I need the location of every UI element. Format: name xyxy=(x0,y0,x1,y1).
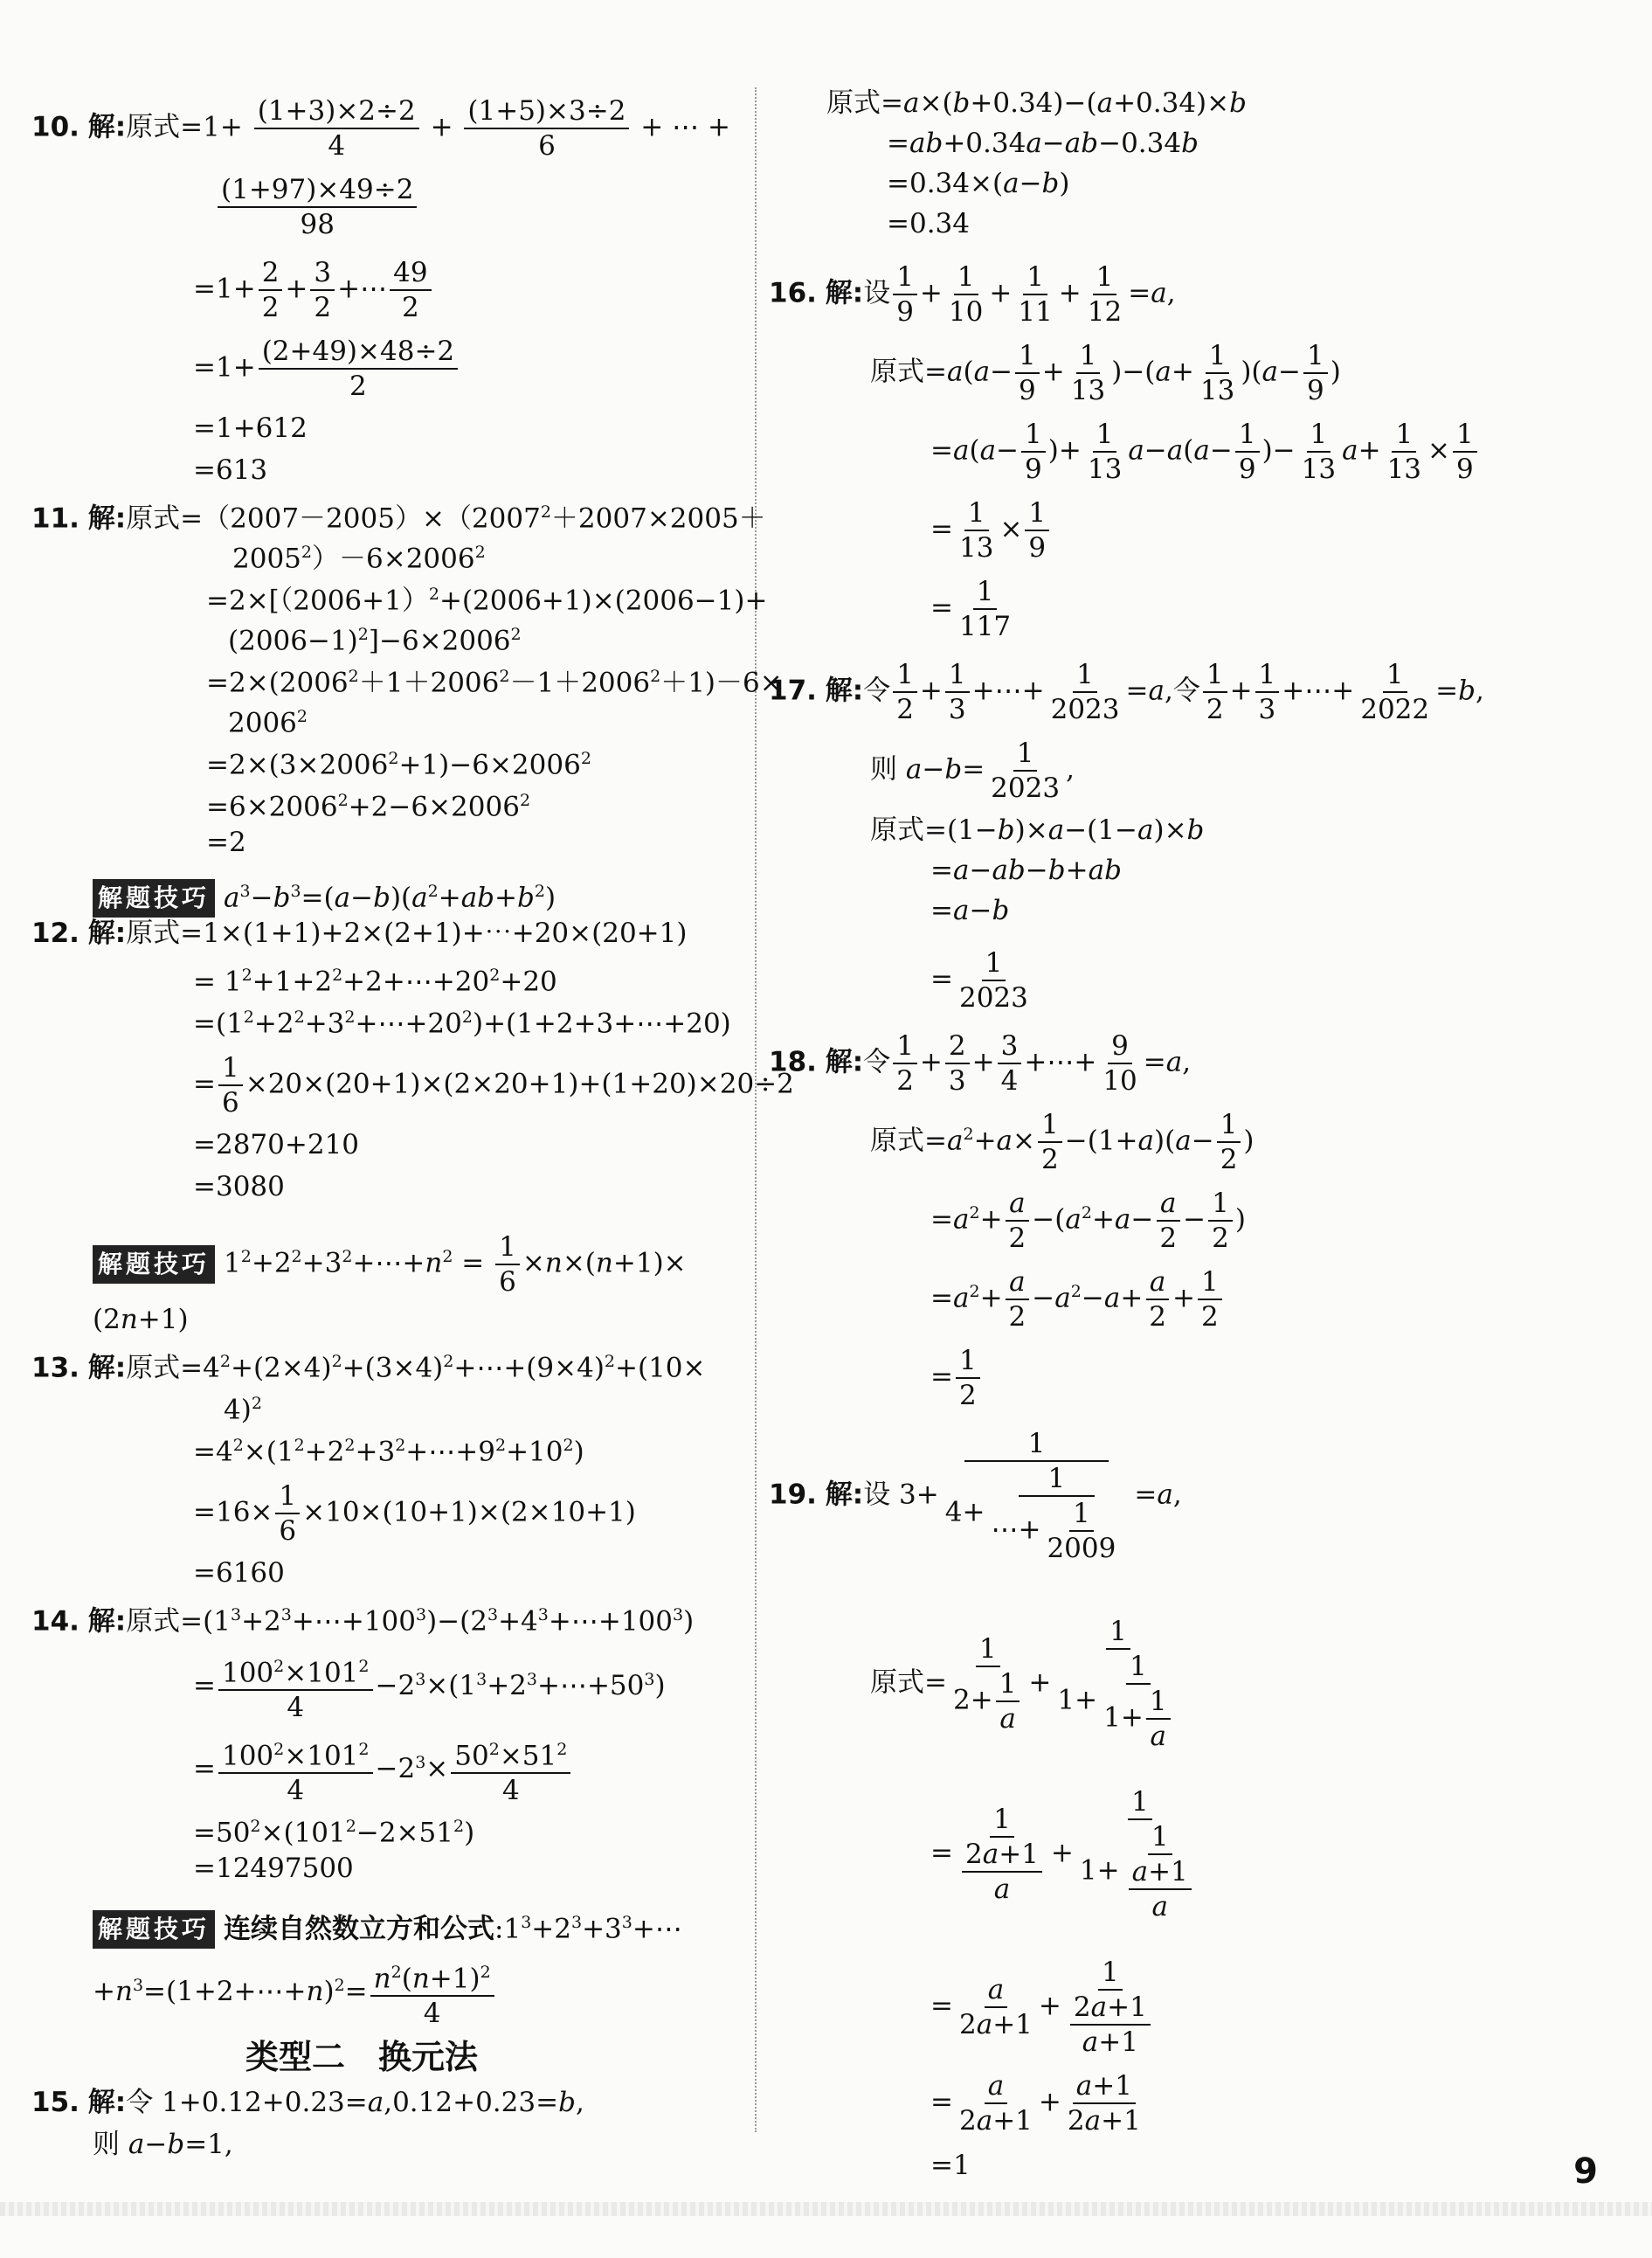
fraction: $\frac{(1+3)\times 2\div 2}{4}$ xyxy=(254,94,419,163)
problem-19-line-2: 原式= 1 2+ $\frac{1}{a}$ + 1 1+ 1 1+ $\frac{1}{a}$ xyxy=(870,1615,1185,1753)
problem-17-line-2: 则 a−b= $\frac{1}{2023}$ , xyxy=(870,738,1075,804)
problem-16-line-3: =a(a− $\frac{1}{9}$ )+ $\frac{1}{13}$ a−a(a− $\frac{1}{9}$ )− $\frac{1}{13}$ a+ $\frac{1}{13}$ × $\frac{1}{9}$ xyxy=(930,418,1480,486)
problem-19-line-3: = $\frac{1}{\frac{2a+1}{a}}$ + 1 1+ $\frac{1}{\frac{a+1}{a}}$ xyxy=(930,1785,1206,1923)
problem-13-line-5: =6160 xyxy=(193,1557,285,1589)
fraction: $\frac{(1+5)\times 3\div 2}{6}$ xyxy=(464,94,629,163)
problem-number: 18. xyxy=(769,1046,817,1078)
solution-label: 解: xyxy=(825,1046,864,1078)
problem-11-line-1: 11. 解:原式$=(2007-2005)\times(2007^2+2007\times 2005+$ xyxy=(31,502,766,535)
problem-19-line-5: = $\frac{a}{2a+1}$ + $\frac{a+1}{2a+1}$ xyxy=(930,2070,1141,2137)
problem-17-line-6: = $\frac{1}{2023}$ xyxy=(930,947,1028,1014)
problem-17-line-1: 17. 解:令 $\frac{1}{2}$ + $\frac{1}{3}$ +⋯+ $\frac{1}{2023}$ =a,令 $\frac{1}{2}$ + $\frac{1}{3}$ +⋯+ $\frac{1}{2022}$ =b, xyxy=(769,659,1484,725)
problem-19-line-6: =1 xyxy=(930,2150,971,2181)
problem-18-line-3: $=a^2+$ $\frac{a}{2}$ $-(a^2+a-$ $\frac{a}{2}$ − $\frac{1}{2}$ ) xyxy=(930,1188,1246,1254)
problem-number: 15. xyxy=(31,2087,79,2118)
problem-11-line-6: 2006$^2$ xyxy=(228,707,308,739)
problem-17-line-3: 原式=(1−b)×a−(1−a)×b xyxy=(870,814,1205,846)
problem-17-line-5: =a−b xyxy=(930,895,1010,926)
problem-16-line-1: 16. 解:设 $\frac{1}{9}$ + $\frac{1}{10}$ + $\frac{1}{11}$ + $\frac{1}{12}$ =a, xyxy=(769,261,1176,328)
problem-18-line-2: 原式$=a^2+a\times$ $\frac{1}{2}$ −(1+a)(a− $\frac{1}{2}$ ) xyxy=(870,1109,1255,1175)
tip-label: 解题技巧 xyxy=(93,1910,215,1949)
problem-11-line-7: $=2\times(3\times 2006^2+1)-6\times 2006^2$ xyxy=(206,749,591,781)
tip-label: 解题技巧 xyxy=(93,1245,215,1284)
problem-15-line-3: 原式=a×(b+0.34)−(a+0.34)×b xyxy=(826,87,1247,119)
problem-16-line-4: = $\frac{1}{13}$ × $\frac{1}{9}$ xyxy=(930,496,1052,564)
problem-14-line-2: = $\frac{100^2\times 101^2}{4}$ $-2^3\times(1^3+2^3+\cdots+50^3)$ xyxy=(193,1650,666,1724)
tip-2-line-2: (2n+1) xyxy=(93,1304,189,1335)
problem-13-line-4: =16× $\frac{1}{6}$ ×10×(10+1)×(2×10+1) xyxy=(193,1480,636,1547)
problem-12-line-2: = $1^2+1+2^2+2+\cdots+20^2+20$ xyxy=(193,966,557,998)
tip-3-line-2: $+n^3=(1+2+\cdots+n)^2=$ $\frac{n^2(n+1)^2}{4}$ xyxy=(93,1956,497,2030)
problem-13-line-2: 4)$^2$ xyxy=(224,1394,262,1426)
problem-10-line-3: =1+ $\frac{2}{2}$ + $\frac{3}{2}$ +⋯ $\frac{49}{2}$ xyxy=(193,256,434,324)
problem-14-line-1: 14. 解:原式$=(1^3+2^3+\cdots+100^3)-(2^3+4^3+\cdots+100^3)$ xyxy=(31,1605,695,1638)
problem-12-line-1: 12. 解:原式=1×(1+1)+2×(2+1)+⋯+20×(20+1) xyxy=(31,918,688,949)
problem-14-line-4: $=50^2\times(101^2-2\times 51^2)$ xyxy=(193,1817,475,1849)
tip-2: 解题技巧 $1^2+2^2+3^2+\cdots+n^2$ = $\frac{1}{6}$ ×n×(n+1)× xyxy=(93,1230,687,1299)
solution-label: 解: xyxy=(87,1605,127,1638)
problem-number: 16. xyxy=(769,277,817,309)
problem-15-line-5: =0.34×(a−b) xyxy=(887,168,1070,199)
problem-number: 19. xyxy=(769,1479,817,1511)
solution-label: 解: xyxy=(87,918,127,949)
solution-label: 解: xyxy=(87,502,127,535)
problem-10-line-5: =1+612 xyxy=(193,412,308,444)
problem-number: 10. xyxy=(31,111,79,143)
problem-15-line-4: =ab+0.34a−ab−0.34b xyxy=(887,128,1199,159)
problem-10-line-1: 10. 解:原式=1+ $\frac{(1+3)\times 2\div 2}{4}$ + $\frac{(1+5)\times 3\div 2}{6}$ + ⋯ + xyxy=(31,95,730,162)
problem-11-line-4: $(2006-1)^2]-6\times 2006^2$ xyxy=(228,625,522,657)
problem-11-line-2: $2005^2)-6\times 2006^2$ xyxy=(232,543,486,575)
problem-number: 13. xyxy=(31,1352,79,1384)
problem-15-line-2: 则 a−b=1, xyxy=(93,2129,233,2160)
problem-14-line-3: = $\frac{100^2\times 101^2}{4}$ $-2^3\times$ $\frac{50^2\times 51^2}{4}$ xyxy=(193,1733,573,1807)
tip-3: 解题技巧 连续自然数立方和公式$:1^3+2^3+3^3+\cdots$ xyxy=(93,1903,682,1949)
problem-12-line-6: =3080 xyxy=(193,1171,285,1202)
problem-number: 17. xyxy=(769,675,817,707)
problem-18-line-1: 18. 解:令 $\frac{1}{2}$ + $\frac{2}{3}$ + $\frac{3}{4}$ +⋯+ $\frac{9}{10}$ =a, xyxy=(769,1030,1192,1097)
problem-11-line-8: $=6\times 2006^2+2-6\times 2006^2$ xyxy=(206,791,531,823)
problem-10-line-4: =1+ $\frac{(2+49)\times 48\div 2}{2}$ xyxy=(193,335,460,403)
solution-label: 解: xyxy=(825,675,864,707)
problem-number: 12. xyxy=(31,918,79,949)
problem-number: 11. xyxy=(31,502,79,535)
problem-11-line-9: =2 xyxy=(206,827,246,858)
problem-12-line-4: = $\frac{1}{6}$ ×20×(20+1)×(2×20+1)+(1+20)×20÷2 xyxy=(193,1052,794,1119)
solution-label: 解: xyxy=(825,277,864,309)
solution-label: 解: xyxy=(825,1479,864,1511)
page-number: 9 xyxy=(1573,2151,1598,2192)
problem-15-line-1: 15. 解:令 1+0.12+0.23=a,0.12+0.23=b, xyxy=(31,2087,584,2118)
problem-19-line-1: 19. 解:设 3+ 1 4+ 1 ⋯+ $\frac{1}{2009}$ =a, xyxy=(769,1428,1182,1564)
solution-label: 解: xyxy=(87,2087,127,2118)
section-title: 类型二 换元法 xyxy=(245,2038,479,2076)
problem-19-line-4: = $\frac{a}{2a+1}$ + $\frac{1}{\frac{2a+1}{a+1}}$ xyxy=(930,1956,1159,2059)
problem-11-line-3: $=2\times[(2006+1)^2+(2006+1)\times(2006-1)+$ xyxy=(206,585,768,617)
problem-12-line-5: =2870+210 xyxy=(193,1129,360,1160)
problem-16-line-2: 原式=a(a− $\frac{1}{9}$ + $\frac{1}{13}$ )−(a+ $\frac{1}{13}$ )(a− $\frac{1}{9}$ ) xyxy=(870,340,1341,406)
problem-number: 14. xyxy=(31,1605,79,1638)
solution-label: 解: xyxy=(87,111,127,143)
tip-label: 解题技巧 xyxy=(93,879,215,918)
problem-17-line-4: =a−ab−b+ab xyxy=(930,855,1122,886)
problem-15-line-6: =0.34 xyxy=(887,208,970,239)
problem-13-line-3: $=4^2\times(1^2+2^2+3^2+\cdots+9^2+10^2)$ xyxy=(193,1436,584,1468)
problem-14-line-5: =12497500 xyxy=(193,1853,354,1884)
problem-10-line-6: =613 xyxy=(193,454,268,486)
solution-label: 解: xyxy=(87,1352,127,1384)
problem-16-line-5: = $\frac{1}{117}$ xyxy=(930,576,1012,642)
problem-11-line-5: $=2\times(2006^2+1+2006^2-1+2006^2+1)-6\times$ xyxy=(206,667,783,699)
tip-1: 解题技巧 $a^3-b^3=(a-b)(a^2+ab+b^2)$ xyxy=(93,872,556,918)
problem-13-line-1: 13. 解:原式$=4^2+(2\times 4)^2+(3\times 4)^2+\cdots+(9\times 4)^2+(10\times$ xyxy=(31,1352,706,1384)
problem-18-line-4: $=a^2+$ $\frac{a}{2}$ $-a^2-a+$ $\frac{a}{2}$ + $\frac{1}{2}$ xyxy=(930,1265,1225,1333)
footer-strip xyxy=(0,2202,1652,2216)
problem-10-line-2: $\frac{(1+97)\times 49\div 2}{98}$ xyxy=(215,173,419,241)
problem-18-line-5: = $\frac{1}{2}$ xyxy=(930,1344,983,1412)
problem-12-line-3: $=(1^2+2^2+3^2+\cdots+20^2)+(1+2+3+\cdots+20)$ xyxy=(193,1008,731,1040)
